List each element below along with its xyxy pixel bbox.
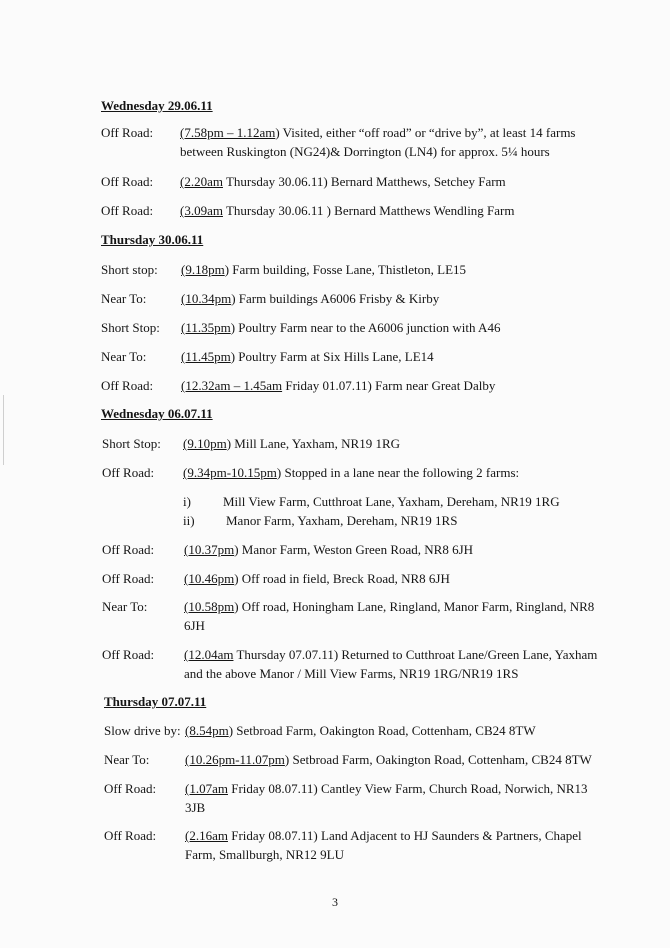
log-entry [104, 721, 609, 740]
section-heading: Thursday 30.06.11 [101, 232, 204, 247]
log-entry [104, 779, 609, 817]
entry-text: Friday 08.07.11) Land Adjacent to HJ Saunders & Partners, Chapel Farm, Smallburgh, NR12 9LU [185, 828, 582, 862]
entry-label: Off Road: [101, 378, 154, 393]
entry-label: Near To: [104, 752, 150, 767]
entry-time: (7.58pm – 1.12am [180, 125, 276, 140]
page-number: 3 [332, 895, 338, 909]
entry-time: (10.26pm-11.07pm [185, 752, 285, 767]
log-entry [101, 347, 601, 366]
log-entry [101, 123, 601, 161]
section-heading: Wednesday 29.06.11 [101, 98, 213, 113]
sub-item-number: ii) [183, 513, 195, 528]
log-entry [101, 289, 601, 308]
entry-text: Thursday 07.07.11) Returned to Cutthroat Lane/Green Lane, Yaxham and the above Manor / Mill View Farms, NR19 1RG/NR19 1RS [184, 647, 598, 681]
log-entry [104, 750, 609, 769]
sub-item-text: Manor Farm, Yaxham, Dereham, NR19 1RS [226, 513, 458, 528]
scan-edge-mark [3, 395, 4, 465]
entry-text: Friday 08.07.11) Cantley View Farm, Church Road, Norwich, NR13 3JB [185, 781, 588, 815]
entry-text: Thursday 30.06.11 ) Bernard Matthews Wendling Farm [222, 203, 515, 218]
log-entry [102, 434, 602, 453]
entry-label: Off Road: [102, 542, 155, 557]
section-heading: Thursday 07.07.11 [104, 694, 207, 709]
log-entry [101, 318, 601, 337]
entry-text: ) Setbroad Farm, Oakington Road, Cottenham, CB24 8TW [228, 723, 536, 738]
log-entry [102, 463, 602, 482]
entry-text: ) Poultry Farm near to the A6006 junction with A46 [230, 320, 501, 335]
entry-text: ) Visited, either “off road” or “drive by”, at least 14 farms between Ruskington (NG24)& Dorrington (LN4) for approx. 5¼ hours [180, 125, 576, 159]
entry-label: Off Road: [104, 828, 157, 843]
log-entry [102, 645, 605, 683]
entry-label: Near To: [101, 349, 147, 364]
entry-text: ) Manor Farm, Weston Green Road, NR8 6JH [234, 542, 474, 557]
entry-time: (10.34pm [181, 291, 232, 306]
log-entry [102, 540, 602, 559]
entry-label: Off Road: [102, 647, 155, 662]
entry-time: (2.20am [180, 174, 223, 189]
sub-item-text: Mill View Farm, Cutthroat Lane, Yaxham, Dereham, NR19 1RG [223, 494, 560, 509]
entry-time: (10.58pm [184, 599, 235, 614]
entry-text: ) Mill Lane, Yaxham, NR19 1RG [226, 436, 401, 451]
entry-time: (11.35pm [181, 320, 231, 335]
log-entry [101, 260, 601, 279]
entry-label: Off Road: [101, 125, 154, 140]
entry-time: (1.07am [185, 781, 228, 796]
log-entry [102, 597, 605, 635]
log-entry [102, 569, 602, 588]
entry-text: ) Poultry Farm at Six Hills Lane, LE14 [230, 349, 434, 364]
log-entry [104, 826, 609, 864]
entry-text: Friday 01.07.11) Farm near Great Dalby [282, 378, 496, 393]
sub-item-number: i) [183, 494, 191, 509]
entry-text: ) Stopped in a lane near the following 2 farms: [276, 465, 520, 480]
entry-text: ) Off road in field, Breck Road, NR8 6JH [234, 571, 450, 586]
sub-list-item [183, 511, 603, 530]
entry-time: (11.45pm [181, 349, 231, 364]
entry-label: Off Road: [101, 174, 154, 189]
log-entry [101, 201, 601, 220]
entry-time: (12.04am [184, 647, 234, 662]
entry-label: Near To: [101, 291, 147, 306]
entry-text: Thursday 30.06.11) Bernard Matthews, Setchey Farm [222, 174, 506, 189]
log-entry [101, 376, 601, 395]
entry-label: Short stop: [101, 262, 158, 277]
entry-text: ) Setbroad Farm, Oakington Road, Cottenham, CB24 8TW [284, 752, 592, 767]
entry-time: (9.34pm-10.15pm [183, 465, 277, 480]
entry-time: (9.10pm [183, 436, 227, 451]
entry-label: Near To: [102, 599, 148, 614]
log-entry [101, 172, 601, 191]
entry-text: ) Off road, Honingham Lane, Ringland, Manor Farm, Ringland, NR8 6JH [184, 599, 595, 633]
entry-label: Off Road: [101, 203, 154, 218]
entry-time: (10.46pm [184, 571, 235, 586]
entry-text: ) Farm building, Fosse Lane, Thistleton, LE15 [224, 262, 467, 277]
entry-time: (9.18pm [181, 262, 225, 277]
entry-text: ) Farm buildings A6006 Frisby & Kirby [231, 291, 440, 306]
sub-list-item [183, 492, 603, 511]
entry-time: (2.16am [185, 828, 228, 843]
entry-label: Off Road: [104, 781, 157, 796]
entry-label: Off Road: [102, 465, 155, 480]
entry-label: Short Stop: [102, 436, 161, 451]
entry-label: Off Road: [102, 571, 155, 586]
entry-time: (8.54pm [185, 723, 229, 738]
entry-label: Short Stop: [101, 320, 160, 335]
entry-label: Slow drive by: [104, 723, 181, 738]
entry-time: (3.09am [180, 203, 223, 218]
entry-time: (12.32am – 1.45am [181, 378, 283, 393]
entry-time: (10.37pm [184, 542, 235, 557]
section-heading: Wednesday 06.07.11 [101, 406, 213, 421]
